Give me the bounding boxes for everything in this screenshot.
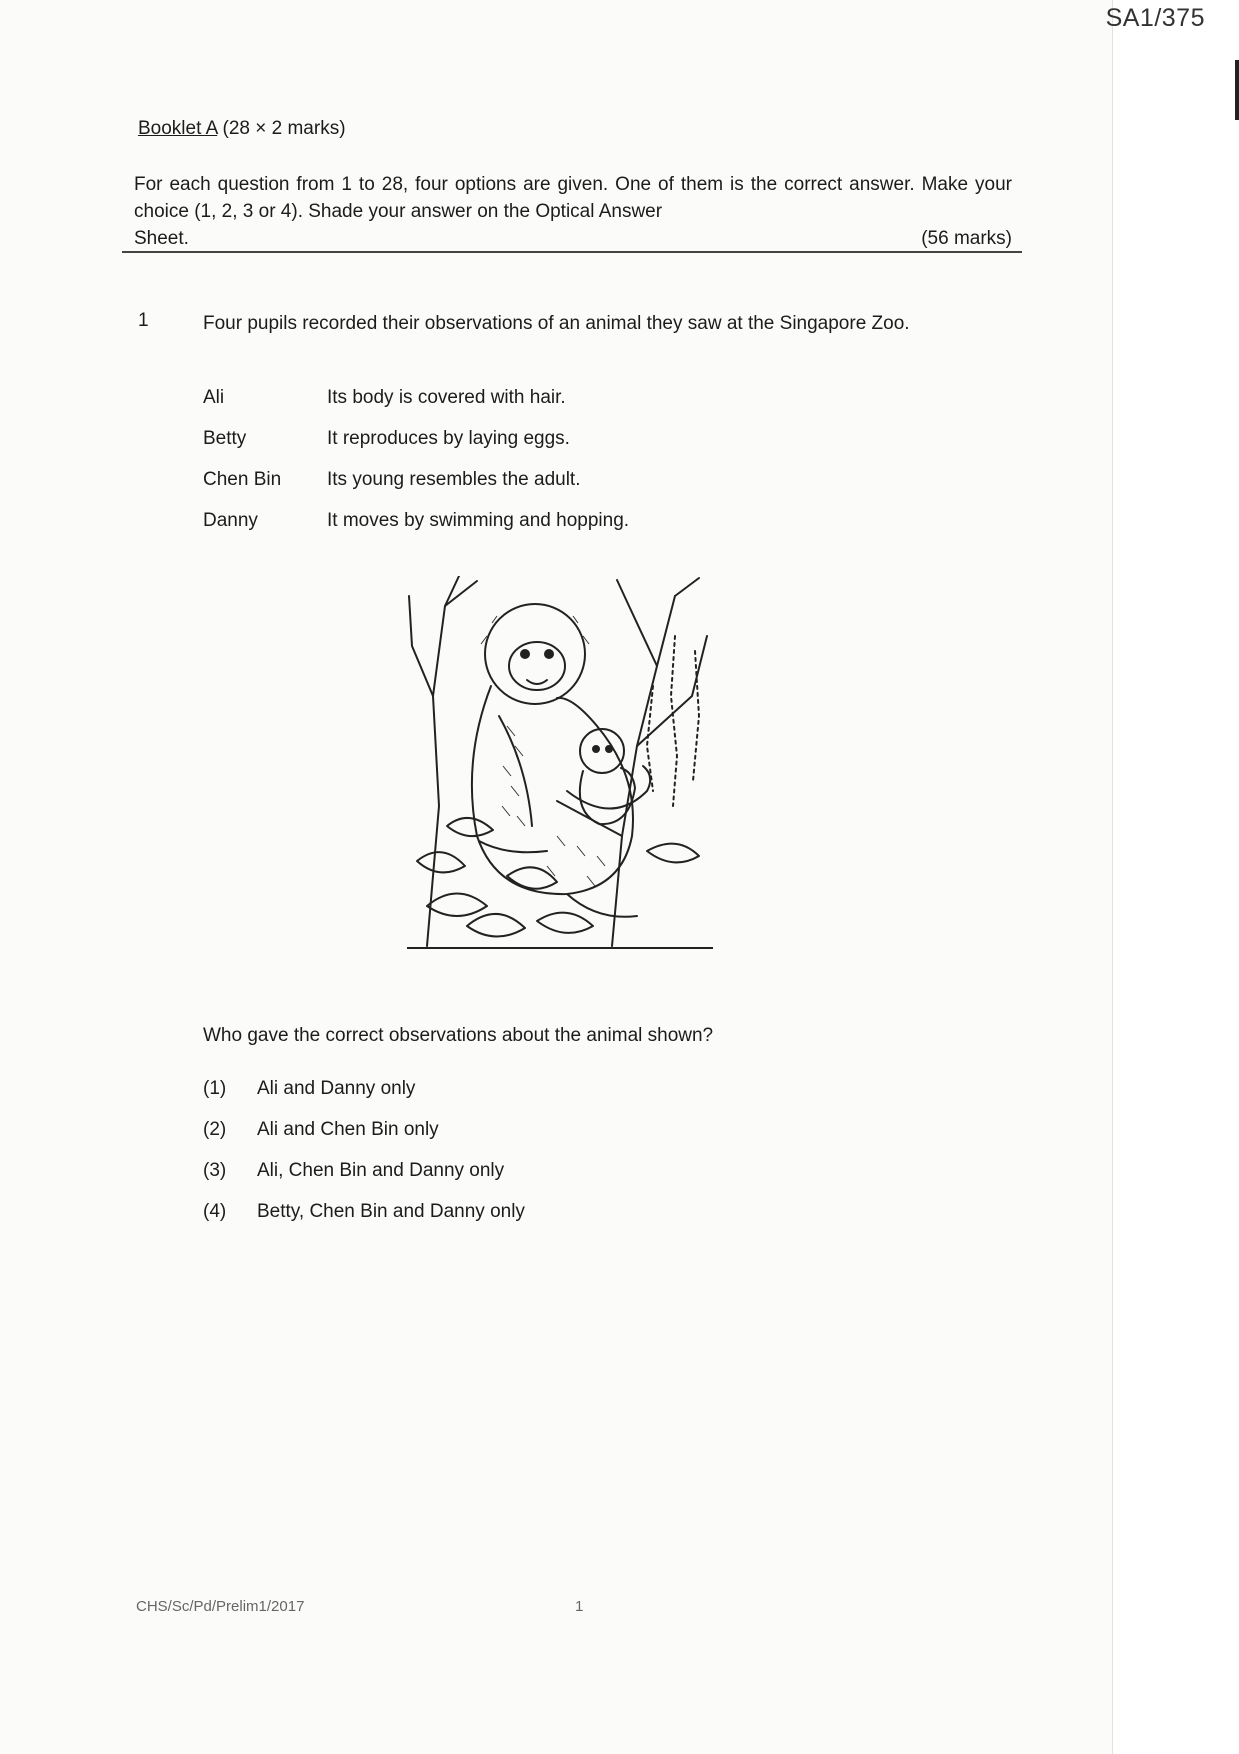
observation-text: Its young resembles the adult. xyxy=(327,469,581,490)
option-number: (1) xyxy=(203,1078,227,1099)
observation-row xyxy=(203,387,629,428)
question-stem: Four pupils recorded their observations of an animal they saw at the Singapore Zoo. xyxy=(203,313,910,334)
observation-text: Its body is covered with hair. xyxy=(327,387,566,408)
answer-option xyxy=(203,1119,525,1160)
animal-illustration xyxy=(407,576,713,952)
observation-row xyxy=(203,469,629,510)
observations-table xyxy=(203,387,629,551)
answer-options xyxy=(203,1078,525,1242)
answer-option xyxy=(203,1201,525,1242)
booklet-title: Booklet A xyxy=(138,118,218,139)
option-number: (2) xyxy=(203,1119,227,1140)
option-text: Ali, Chen Bin and Danny only xyxy=(257,1160,505,1181)
instructions xyxy=(134,171,1012,252)
footer-code: CHS/Sc/Pd/Prelim1/2017 xyxy=(136,1598,305,1615)
observation-row xyxy=(203,428,629,469)
question-number: 1 xyxy=(138,310,149,331)
booklet-heading xyxy=(138,118,346,140)
answer-option xyxy=(203,1078,525,1119)
page-number: 1 xyxy=(575,1598,584,1615)
option-text: Betty, Chen Bin and Danny only xyxy=(257,1201,525,1222)
observation-row xyxy=(203,510,629,551)
answer-option xyxy=(203,1160,525,1201)
pupil-name: Chen Bin xyxy=(203,469,282,490)
observation-text: It reproduces by laying eggs. xyxy=(327,428,570,449)
instructions-text: For each question from 1 to 28, four options are given. One of them is the correct answer. Make your choice (1, 2, 3 or 4). Shade your answer on the Optical Answer xyxy=(134,174,1012,222)
option-text: Ali and Chen Bin only xyxy=(257,1119,439,1140)
question-prompt: Who gave the correct observations about the animal shown? xyxy=(203,1025,714,1046)
option-number: (3) xyxy=(203,1160,227,1181)
option-text: Ali and Danny only xyxy=(257,1078,416,1099)
instructions-last-word: Sheet. xyxy=(134,228,189,249)
pupil-name: Betty xyxy=(203,428,247,449)
option-number: (4) xyxy=(203,1201,227,1222)
scan-edge-mark xyxy=(1235,60,1239,120)
pupil-name: Danny xyxy=(203,510,258,531)
pupil-name: Ali xyxy=(203,387,225,408)
section-divider xyxy=(122,251,1022,253)
reference-code: SA1/375 xyxy=(1105,4,1205,32)
scan-margin xyxy=(1112,0,1239,1754)
observation-text: It moves by swimming and hopping. xyxy=(327,510,630,531)
booklet-marks-note: (28 × 2 marks) xyxy=(222,118,346,139)
total-marks: (56 marks) xyxy=(921,228,1012,249)
